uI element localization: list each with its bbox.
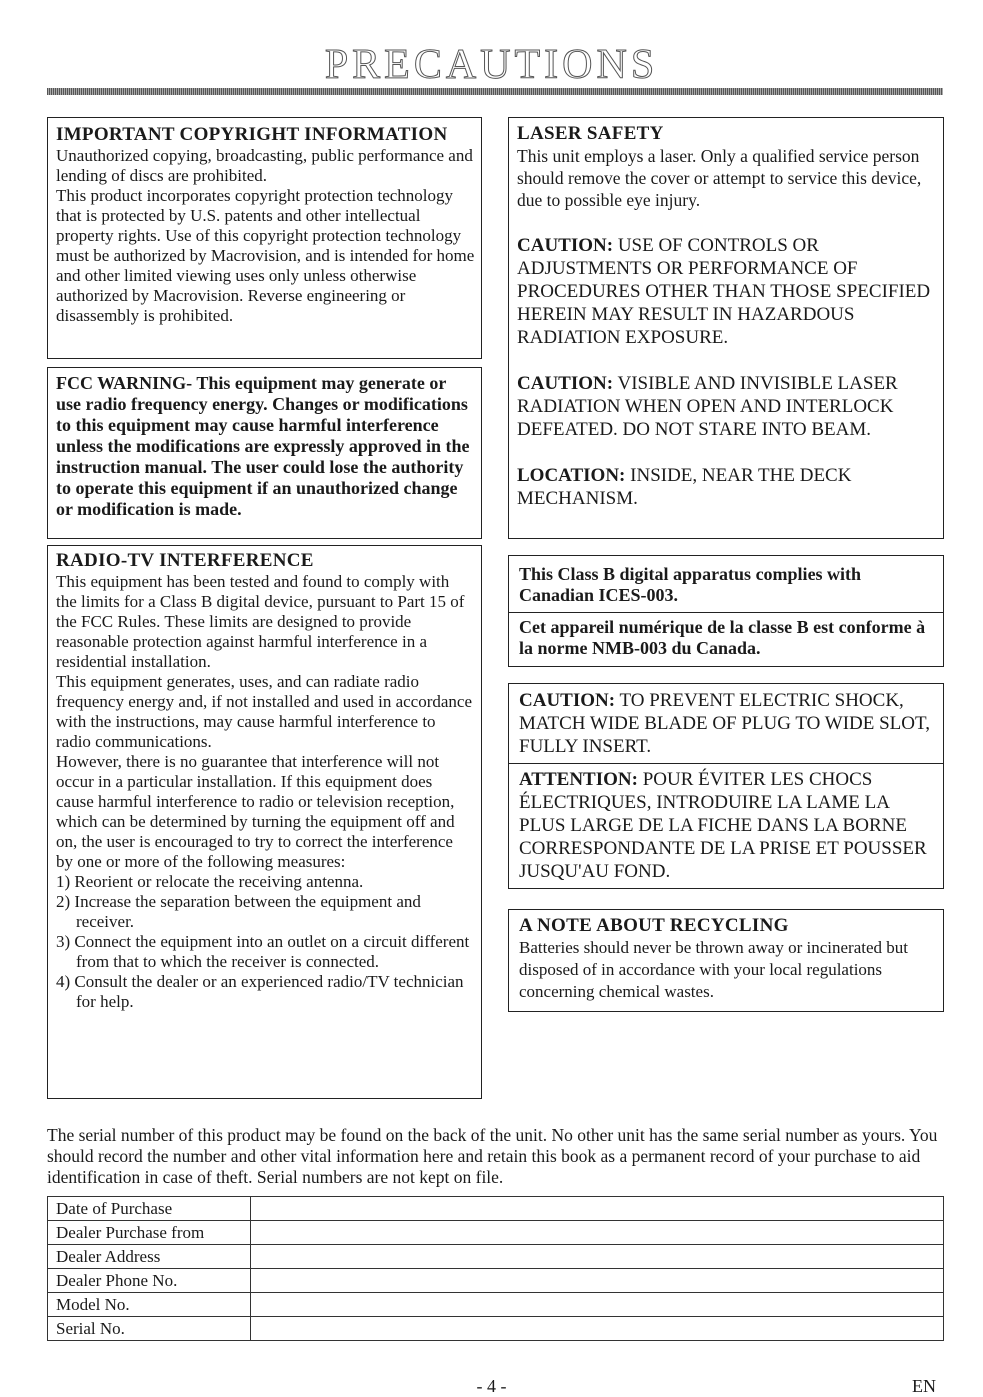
list-item: 1) Reorient or relocate the receiving antenna. — [56, 872, 364, 891]
fcc-warning-box — [47, 367, 482, 539]
shock-caution-text: CAUTION: TO PREVENT ELECTRIC SHOCK, MATCH WIDE BLADE OF PLUG TO WIDE SLOT, FULLY INSERT. — [519, 690, 930, 757]
table-row — [48, 1245, 944, 1269]
canada-compliance-box — [508, 555, 944, 667]
laser-caution-1: CAUTION: USE OF CONTROLS OR ADJUSTMENTS OR PERFORMANCE OF PROCEDURES OTHER THAN THOSE SPECIFIED HEREIN MAY RESULT IN HAZARDOUS RADIATION EXPOSURE. — [517, 235, 931, 348]
serial-note: The serial number of this product may be found on the back of the unit. No other unit has the same serial number as yours. You should record the number and other vital information here and retain this book as a permanent record of your purchase to aid identification in case of theft. Serial numbers are not kept on file. — [47, 1125, 938, 1187]
row-label: Dealer Address — [48, 1245, 251, 1269]
row-label: Dealer Purchase from — [48, 1221, 251, 1245]
recycling-box — [508, 909, 944, 1012]
radio-tv-text-2: This equipment generates, uses, and can radiate radio frequency energy and, if not installed and used in accordance with the instructions, may cause harmful interference to radio communications. — [56, 672, 473, 751]
copyright-text-1: Unauthorized copying, broadcasting, public performance and lending of discs are prohibited. — [56, 146, 473, 185]
row-label: Serial No. — [48, 1317, 251, 1341]
radio-tv-text-1: This equipment has been tested and found to comply with the limits for a Class B digital device, pursuant to Part 15 of the FCC Rules. These limits are designed to provide reasonable protection against harmful interference in a residential installation. — [56, 572, 465, 671]
shock-attention-text: ATTENTION: POUR ÉVITER LES CHOCS ÉLECTRIQUES, INTRODUIRE LA LAME LA PLUS LARGE DE LA FICHE DANS LA BORNE CORRESPONDANTE DE LA PRISE ET POUSSER JUSQU'AU FOND. — [519, 769, 927, 882]
table-row — [48, 1293, 944, 1317]
fcc-warning-text: FCC WARNING- This equipment may generate or use radio frequency energy. Changes or modifications to this equipment may cause harmful interference unless the modifications are expressly approved in the instruction manual. The user could lose the authority to operate this equipment if an unauthorized change or modification is made. — [56, 373, 470, 519]
laser-heading: LASER SAFETY — [517, 123, 664, 144]
purchase-record-table — [47, 1196, 944, 1341]
radio-tv-text-3: However, there is no guarantee that interference will not occur in a particular installation. If this equipment does cause harmful interference to radio or television reception, which can be determined by turning the equipment off and on, the user is encouraged to try to correct the interference by one or more of the following measures: — [56, 752, 455, 871]
table-row — [48, 1197, 944, 1221]
row-value-field[interactable] — [251, 1317, 944, 1341]
row-value-field[interactable] — [251, 1245, 944, 1269]
page-number: - 4 - — [476, 1376, 507, 1396]
row-value-field[interactable] — [251, 1197, 944, 1221]
shock-caution-box — [508, 683, 944, 889]
laser-text: This unit employs a laser. Only a qualified service person should remove the cover or attempt to service this device, due to possible eye injury. — [517, 146, 922, 210]
list-item: 3) Connect the equipment into an outlet on a circuit different from that to which the receiver is connected. — [56, 932, 470, 971]
measures-list — [56, 872, 473, 1012]
row-label: Date of Purchase — [48, 1197, 251, 1221]
canada-text-en: This Class B digital apparatus complies with Canadian ICES-003. — [519, 564, 862, 605]
row-value-field[interactable] — [251, 1269, 944, 1293]
laser-safety-box — [508, 117, 944, 539]
table-row — [48, 1269, 944, 1293]
radio-tv-box — [47, 545, 482, 1099]
row-label: Dealer Phone No. — [48, 1269, 251, 1293]
copyright-box — [47, 117, 482, 359]
list-item: 2) Increase the separation between the equipment and receiver. — [56, 892, 421, 931]
copyright-text-2: This product incorporates copyright protection technology that is protected by U.S. patents and other intellectual property rights. Use of this copyright protection technology must be authorized by Macrovision, and is intended for home and other limited viewing uses only unless otherwise authorized by Macrovision. Reverse engineering or disassembly is prohibited. — [56, 186, 475, 325]
laser-caution-2: CAUTION: VISIBLE AND INVISIBLE LASER RADIATION WHEN OPEN AND INTERLOCK DEFEATED. DO NOT STARE INTO BEAM. — [517, 373, 898, 440]
row-value-field[interactable] — [251, 1293, 944, 1317]
page-title: PRECAUTIONS — [324, 42, 659, 88]
table-row — [48, 1317, 944, 1341]
laser-location: LOCATION: INSIDE, NEAR THE DECK MECHANISM. — [517, 465, 852, 509]
recycling-heading: A NOTE ABOUT RECYCLING — [519, 915, 789, 936]
language-code: EN — [912, 1376, 936, 1396]
table-row — [48, 1221, 944, 1245]
row-label: Model No. — [48, 1293, 251, 1317]
copyright-heading: IMPORTANT COPYRIGHT INFORMATION — [56, 124, 448, 145]
row-value-field[interactable] — [251, 1221, 944, 1245]
list-item: 4) Consult the dealer or an experienced radio/TV technician for help. — [56, 972, 464, 1011]
title-rule — [47, 88, 943, 95]
canada-text-fr: Cet appareil numérique de la classe B est conforme à la norme NMB-003 du Canada. — [519, 617, 926, 658]
radio-tv-heading: RADIO-TV INTERFERENCE — [56, 550, 314, 571]
recycling-text: Batteries should never be thrown away or incinerated but disposed of in accordance with your local regulations concerning chemical wastes. — [519, 938, 908, 1001]
